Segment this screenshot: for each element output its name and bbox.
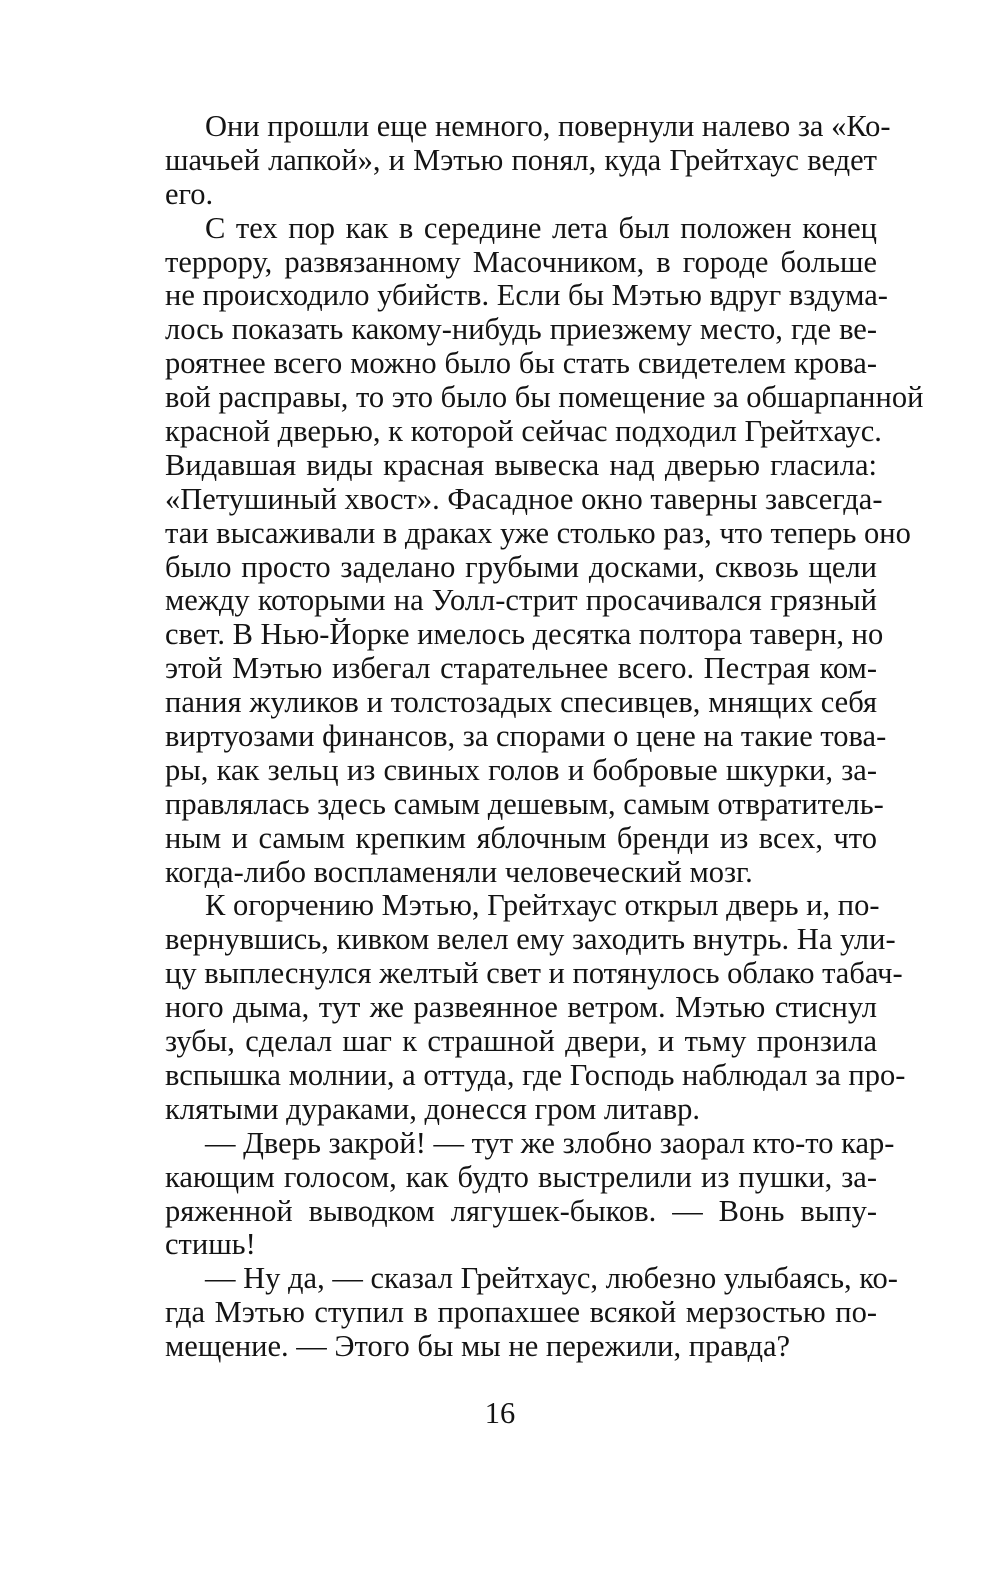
text-line: мещение. — Этого бы мы не пережили, правда? bbox=[165, 1329, 791, 1364]
text-line: шачьей лапкой», и Мэтью понял, куда Грейтхаус ведет bbox=[165, 142, 877, 177]
page-number: 16 bbox=[484, 1396, 516, 1430]
text-line: гда Мэтью ступил в пропахшее всякой мерзостью по- bbox=[165, 1295, 877, 1330]
text-line: ряженной выводком лягушек-быков. — Вонь выпу- bbox=[165, 1193, 877, 1228]
text-line: ры, как зельц из свиных голов и бобровые шкурки, за- bbox=[165, 752, 877, 787]
text-line: клятыми дураками, донесся гром литавр. bbox=[165, 1091, 700, 1126]
text-line: этой Мэтью избегал старательнее всего. Пестрая ком- bbox=[165, 651, 877, 686]
text-line: ным и самым крепким яблочным бренди из всех, что bbox=[165, 820, 877, 855]
text-line: — Ну да, — сказал Грейтхаус, любезно улыбаясь, ко- bbox=[205, 1261, 898, 1296]
body-text bbox=[165, 109, 924, 1364]
text-line: было просто заделано грубыми досками, сквозь щели bbox=[165, 549, 877, 584]
text-line: — Дверь закрой! — тут же злобно заорал кто-то кар- bbox=[205, 1125, 895, 1160]
text-line: красной дверью, к которой сейчас подходил Грейтхаус. bbox=[165, 414, 882, 449]
text-line: С тех пор как в середине лета был положен конец bbox=[205, 210, 877, 245]
text-line: виртуозами финансов, за спорами о цене на такие това- bbox=[165, 719, 887, 754]
text-line: не происходило убийств. Если бы Мэтью вдруг вздума- bbox=[165, 278, 888, 313]
text-line: ного дыма, тут же развеянное ветром. Мэтью стиснул bbox=[165, 990, 877, 1025]
text-line: вернувшись, кивком велел ему заходить внутрь. На ули- bbox=[165, 922, 896, 957]
text-line: «Петушиный хвост». Фасадное окно таверны завсегда- bbox=[165, 481, 883, 516]
text-line: роятнее всего можно было бы стать свидетелем крова- bbox=[165, 346, 877, 381]
text-line: когда-либо воспламеняли человеческий мозг. bbox=[165, 854, 753, 889]
text-line: К огорчению Мэтью, Грейтхаус открыл дверь и, по- bbox=[205, 888, 880, 923]
text-line: пания жуликов и толстозадых спесивцев, мнящих себя bbox=[165, 685, 877, 720]
text-line: его. bbox=[165, 176, 214, 211]
text-line: кающим голосом, как будто выстрелили из пушки, за- bbox=[165, 1159, 877, 1194]
text-line: цу выплеснулся желтый свет и потянулось облако табач- bbox=[165, 956, 903, 991]
text-line: свет. В Нью-Йорке имелось десятка полтора таверн, но bbox=[165, 617, 884, 652]
text-line: зубы, сделал шаг к страшной двери, и тьму пронзила bbox=[165, 1024, 877, 1059]
text-line: Они прошли еще немного, повернули налево за «Ко- bbox=[205, 109, 891, 143]
text-line: Видавшая виды красная вывеска над дверью гласила: bbox=[165, 447, 877, 482]
text-line: террору, развязанному Масочником, в городе больше bbox=[165, 244, 877, 279]
text-line: правлялась здесь самым дешевым, самым отвратитель- bbox=[165, 786, 884, 821]
text-line: таи высаживали в драках уже столько раз, что теперь оно bbox=[165, 515, 911, 550]
text-line: лось показать какому-нибудь приезжему место, где ве- bbox=[165, 312, 877, 347]
text-line: стишь! bbox=[165, 1227, 256, 1262]
text-line: вспышка молнии, а оттуда, где Господь наблюдал за про- bbox=[165, 1057, 906, 1092]
text-line: между которыми на Уолл-стрит просачивался грязный bbox=[165, 583, 877, 618]
text-line: вой расправы, то это было бы помещение за обшарпанной bbox=[165, 380, 924, 415]
